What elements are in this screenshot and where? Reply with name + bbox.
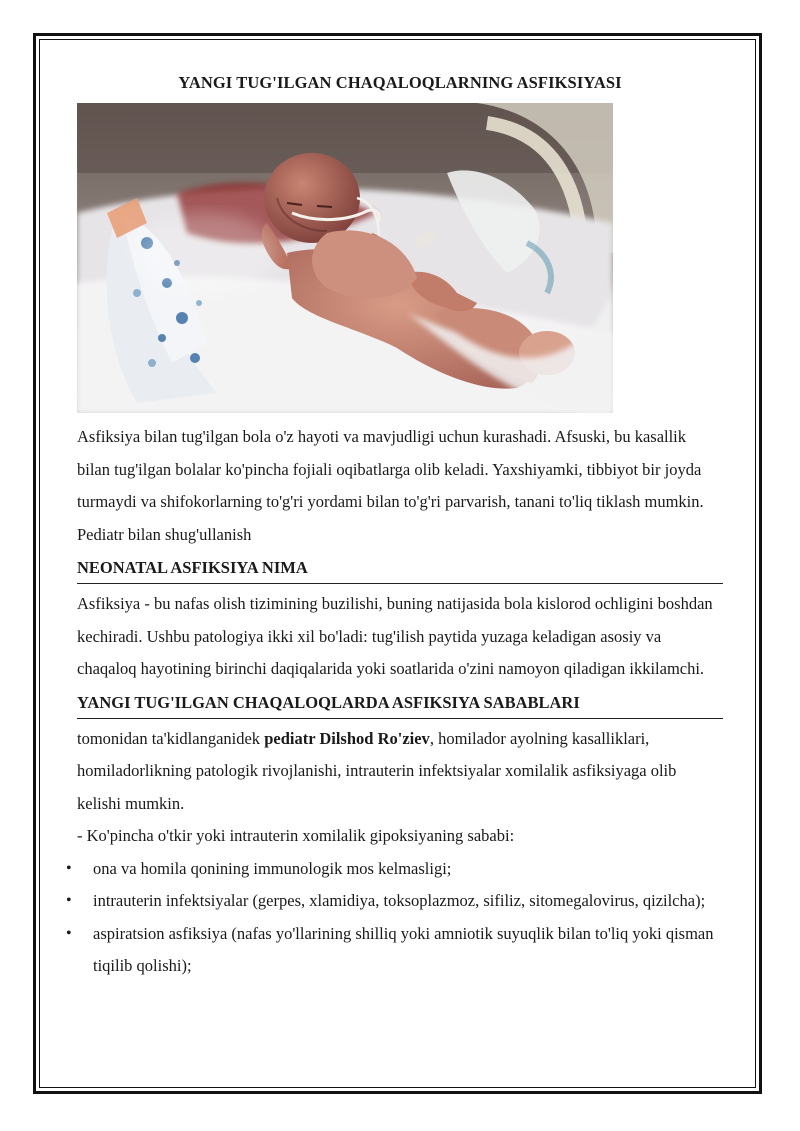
list-item: • aspiratsion asfiksiya (nafas yo'llarining shilliq yoki amniotik suyuqlik bilan to'liq yoki qisman tiqilib qolishi); [77, 918, 723, 983]
causes-list [77, 853, 723, 983]
section-paragraph-neonatal: Asfiksiya - bu nafas olish tizimining buzilishi, buning natijasida bola kislorod ochligini boshdan kechiradi. Ushbu patologiya ikki xil bo'ladi: tug'ilish paytida yuzaga keladigan asosiy va chaqaloq hayotining birinchi daqiqalarida yoki soatlarida o'zini namoyon qiladigan ikkilamchi. [77, 594, 713, 678]
causes-text-after: , homilador ayolning kasalliklari, homiladorlikning patologik rivojlanishi, intrauterin infektsiyalar xomilalik asfiksiyaga olib kelishi mumkin. [77, 728, 677, 813]
causes-text-before: tomonidan ta'kidlanganidek [77, 728, 265, 748]
newborn-photo [77, 103, 613, 413]
intro-paragraph: Asfiksiya bilan tug'ilgan bola o'z hayoti va mavjudligi uchun kurashadi. Afsuski, bu kasallik bilan tug'ilgan bolalar ko'pincha fojiali oqibatlarga olib keladi. Yaxshiyamki, tibbiyot bir joyda turmaydi va shifokorlarning to'g'ri yordami bilan to'g'ri parvarish, tanani to'liq tiklash mumkin. Pediatr bilan shug'ullanish [77, 427, 704, 544]
section-heading-causes: YANGI TUG'ILGAN CHAQALOQLARDA ASFIKSIYA SABABLARI [77, 690, 723, 719]
pediatrician-name: pediatr Dilshod Ro'ziev [264, 728, 430, 748]
section-heading-neonatal: NEONATAL ASFIKSIYA NIMA [77, 555, 723, 584]
page-title: YANGI TUG'ILGAN CHAQALOQLARNING ASFIKSIYASI [178, 73, 622, 92]
causes-dash-line: - Ko'pincha o'tkir yoki intrauterin xomilalik gipoksiyaning sababi: [77, 826, 515, 845]
list-item: • intrauterin infektsiyalar (gerpes, xlamidiya, toksoplazmoz, sifiliz, sitomegalovirus, qizilcha); [77, 885, 723, 918]
document-content [77, 72, 723, 983]
section-paragraph-causes [77, 723, 723, 821]
list-item: • ona va homila qonining immunologik mos kelmasligi; [77, 853, 723, 886]
